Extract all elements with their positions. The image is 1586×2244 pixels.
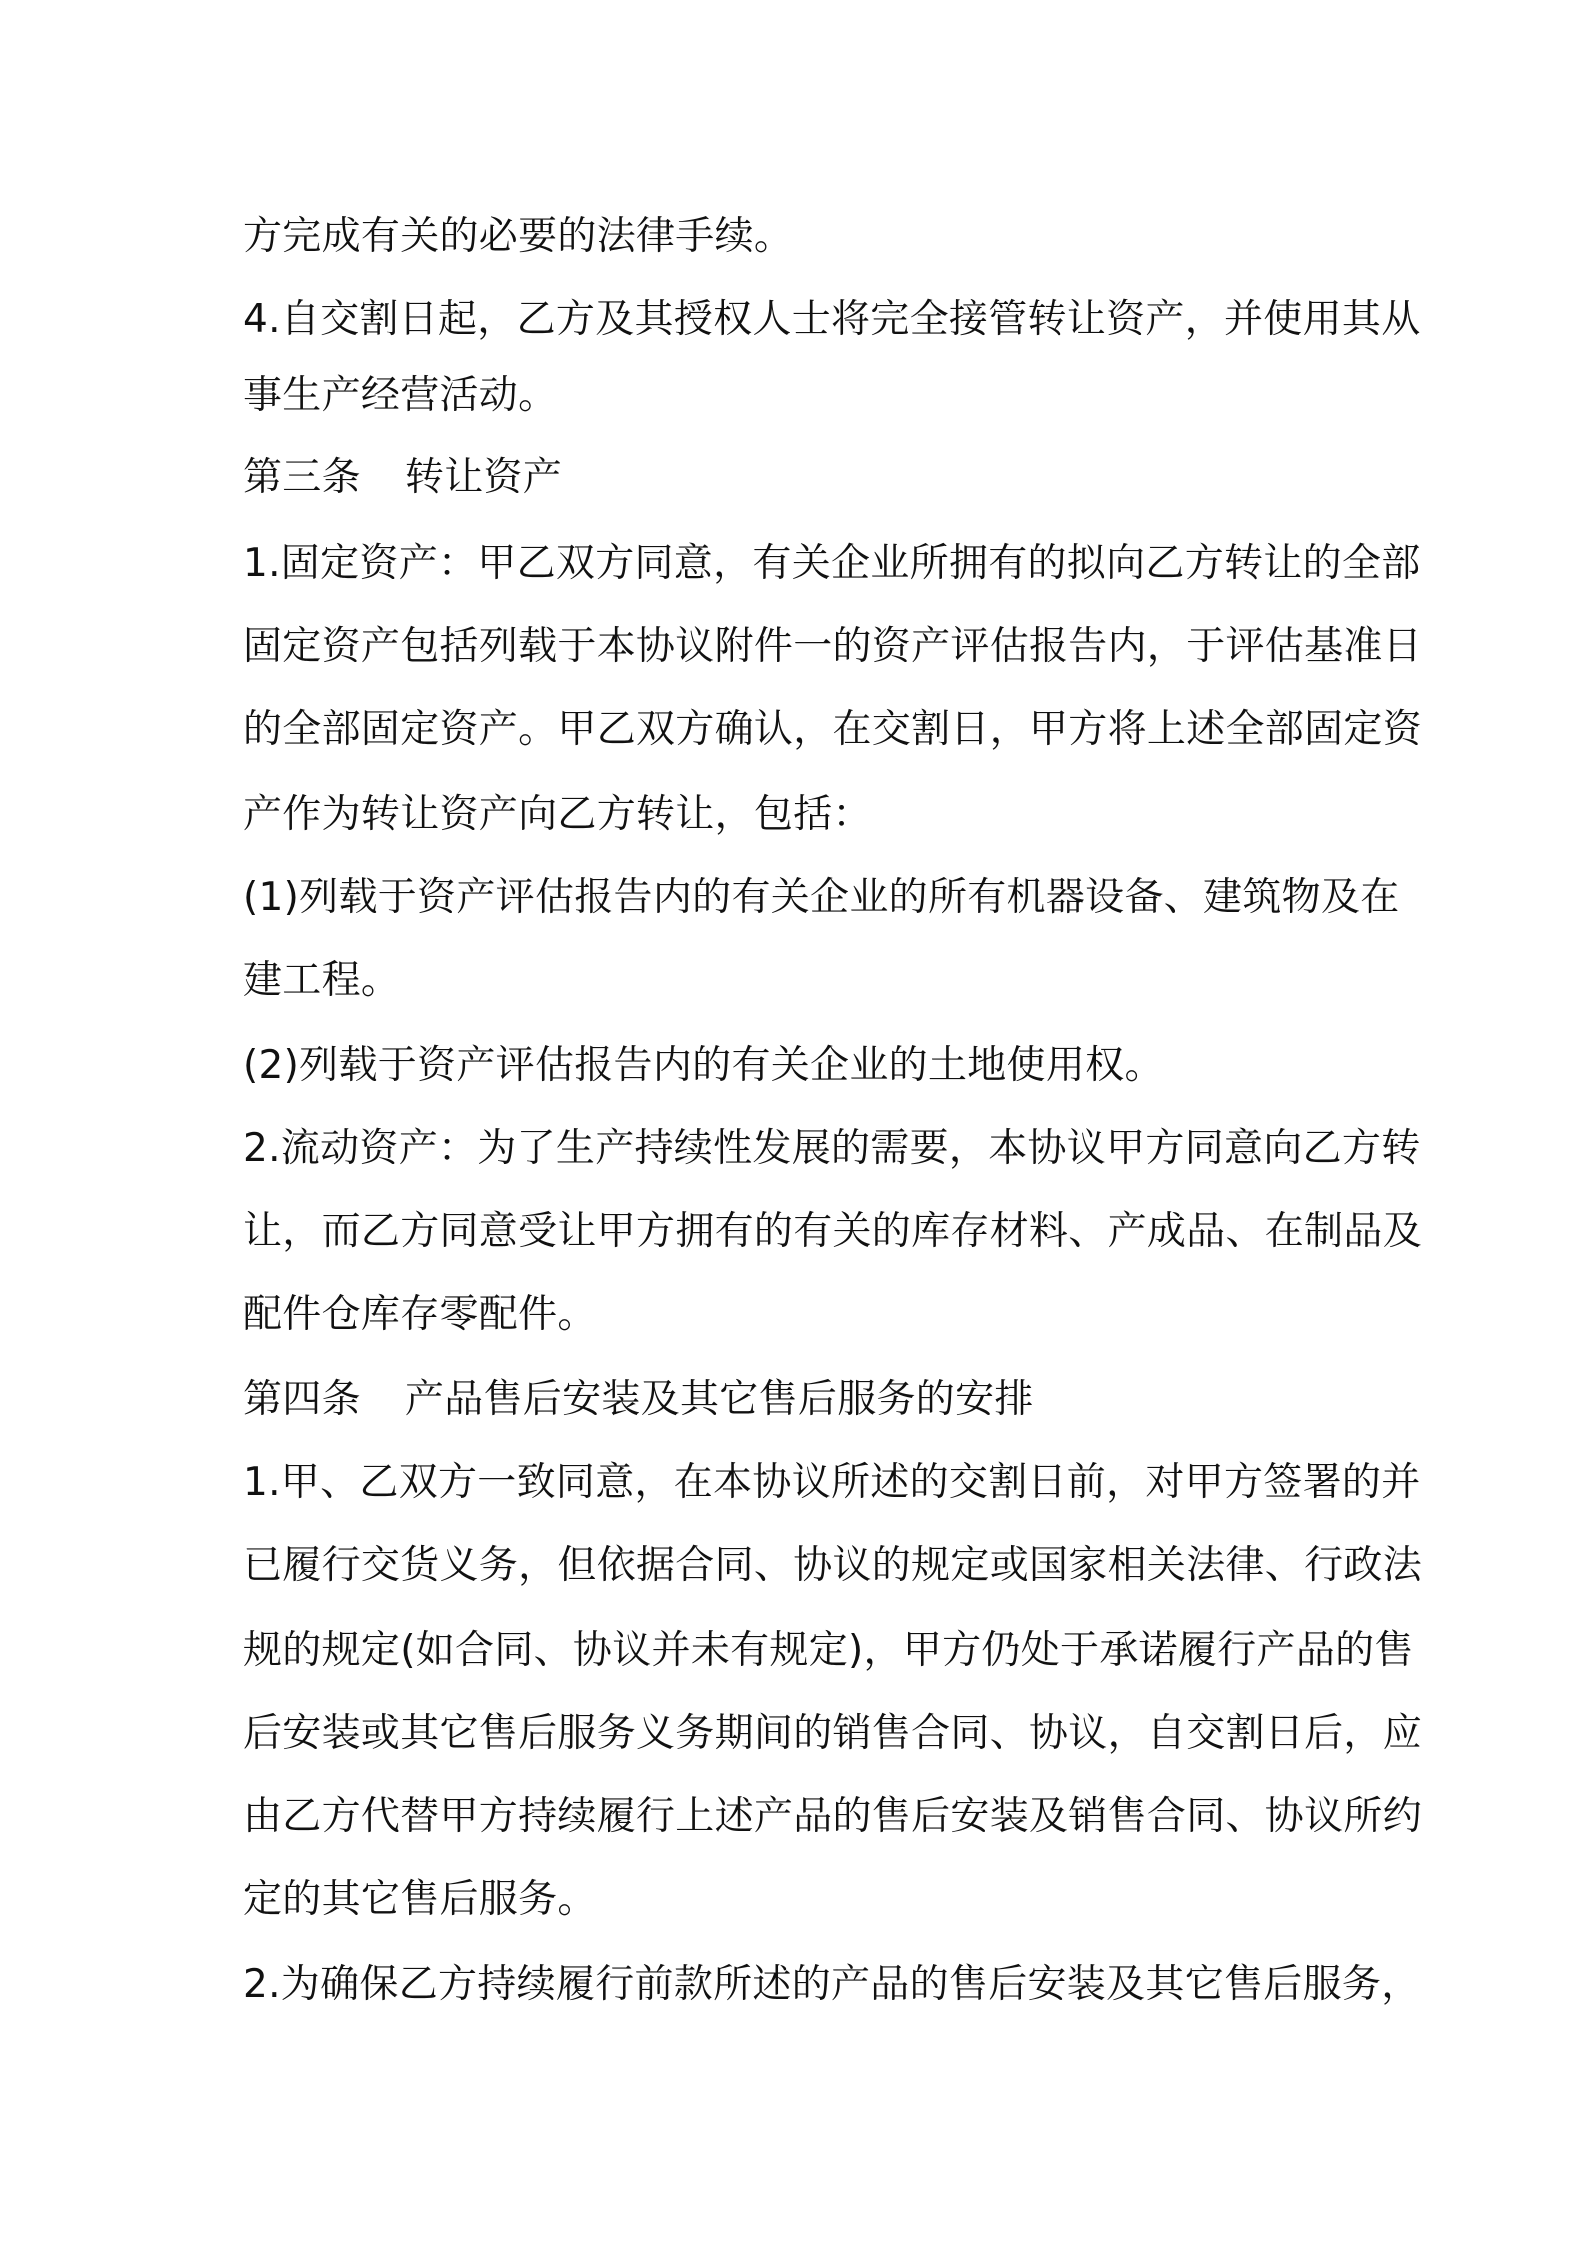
text-line: 已履行交货义务，但依据合同、协议的规定或国家相关法律、行政法 xyxy=(243,1543,1423,1588)
text-line: 1.固定资产：甲乙双方同意，有关企业所拥有的拟向乙方转让的全部 xyxy=(243,541,1421,586)
article-number: 第三条 xyxy=(243,455,361,500)
text-line: (1)列载于资产评估报告内的有关企业的所有机器设备、建筑物及在 xyxy=(243,875,1400,920)
text-line: (2)列载于资产评估报告内的有关企业的土地使用权。 xyxy=(243,1043,1164,1088)
text-line: 规的规定(如合同、协议并未有规定)，甲方仍处于承诺履行产品的售 xyxy=(243,1628,1414,1673)
text-line: 定的其它售后服务。 xyxy=(243,1877,597,1922)
article-heading xyxy=(243,448,1363,508)
text-line: 建工程。 xyxy=(243,958,401,1003)
article-number: 第四条 xyxy=(243,1377,361,1422)
text-line: 后安装或其它售后服务义务期间的销售合同、协议，自交割日后，应 xyxy=(243,1711,1423,1756)
text-line: 让，而乙方同意受让甲方拥有的有关的库存材料、产成品、在制品及 xyxy=(243,1209,1423,1254)
text-line: 的全部固定资产。甲乙双方确认，在交割日，甲方将上述全部固定资 xyxy=(243,707,1423,752)
text-line: 2.流动资产：为了生产持续性发展的需要，本协议甲方同意向乙方转 xyxy=(243,1126,1421,1171)
text-line: 1.甲、乙双方一致同意，在本协议所述的交割日前，对甲方签署的并 xyxy=(243,1460,1421,1505)
article-title: 转让资产 xyxy=(404,455,563,500)
text-line: 事生产经营活动。 xyxy=(243,373,558,418)
text-line: 4.自交割日起，乙方及其授权人士将完全接管转让资产，并使用其从 xyxy=(243,297,1421,342)
text-line: 方完成有关的必要的法律手续。 xyxy=(243,214,794,259)
text-line: 固定资产包括列载于本协议附件一的资产评估报告内，于评估基准日 xyxy=(243,624,1423,669)
text-line: 2.为确保乙方持续履行前款所述的产品的售后安装及其它售后服务， xyxy=(243,1962,1421,2007)
text-line: 配件仓库存零配件。 xyxy=(243,1292,597,1337)
text-line: 产作为转让资产向乙方转让，包括： xyxy=(243,792,872,837)
article-title: 产品售后安装及其它售后服务的安排 xyxy=(404,1377,1034,1422)
text-line: 由乙方代替甲方持续履行上述产品的售后安装及销售合同、协议所约 xyxy=(243,1794,1423,1839)
article-heading xyxy=(243,1370,1363,1430)
